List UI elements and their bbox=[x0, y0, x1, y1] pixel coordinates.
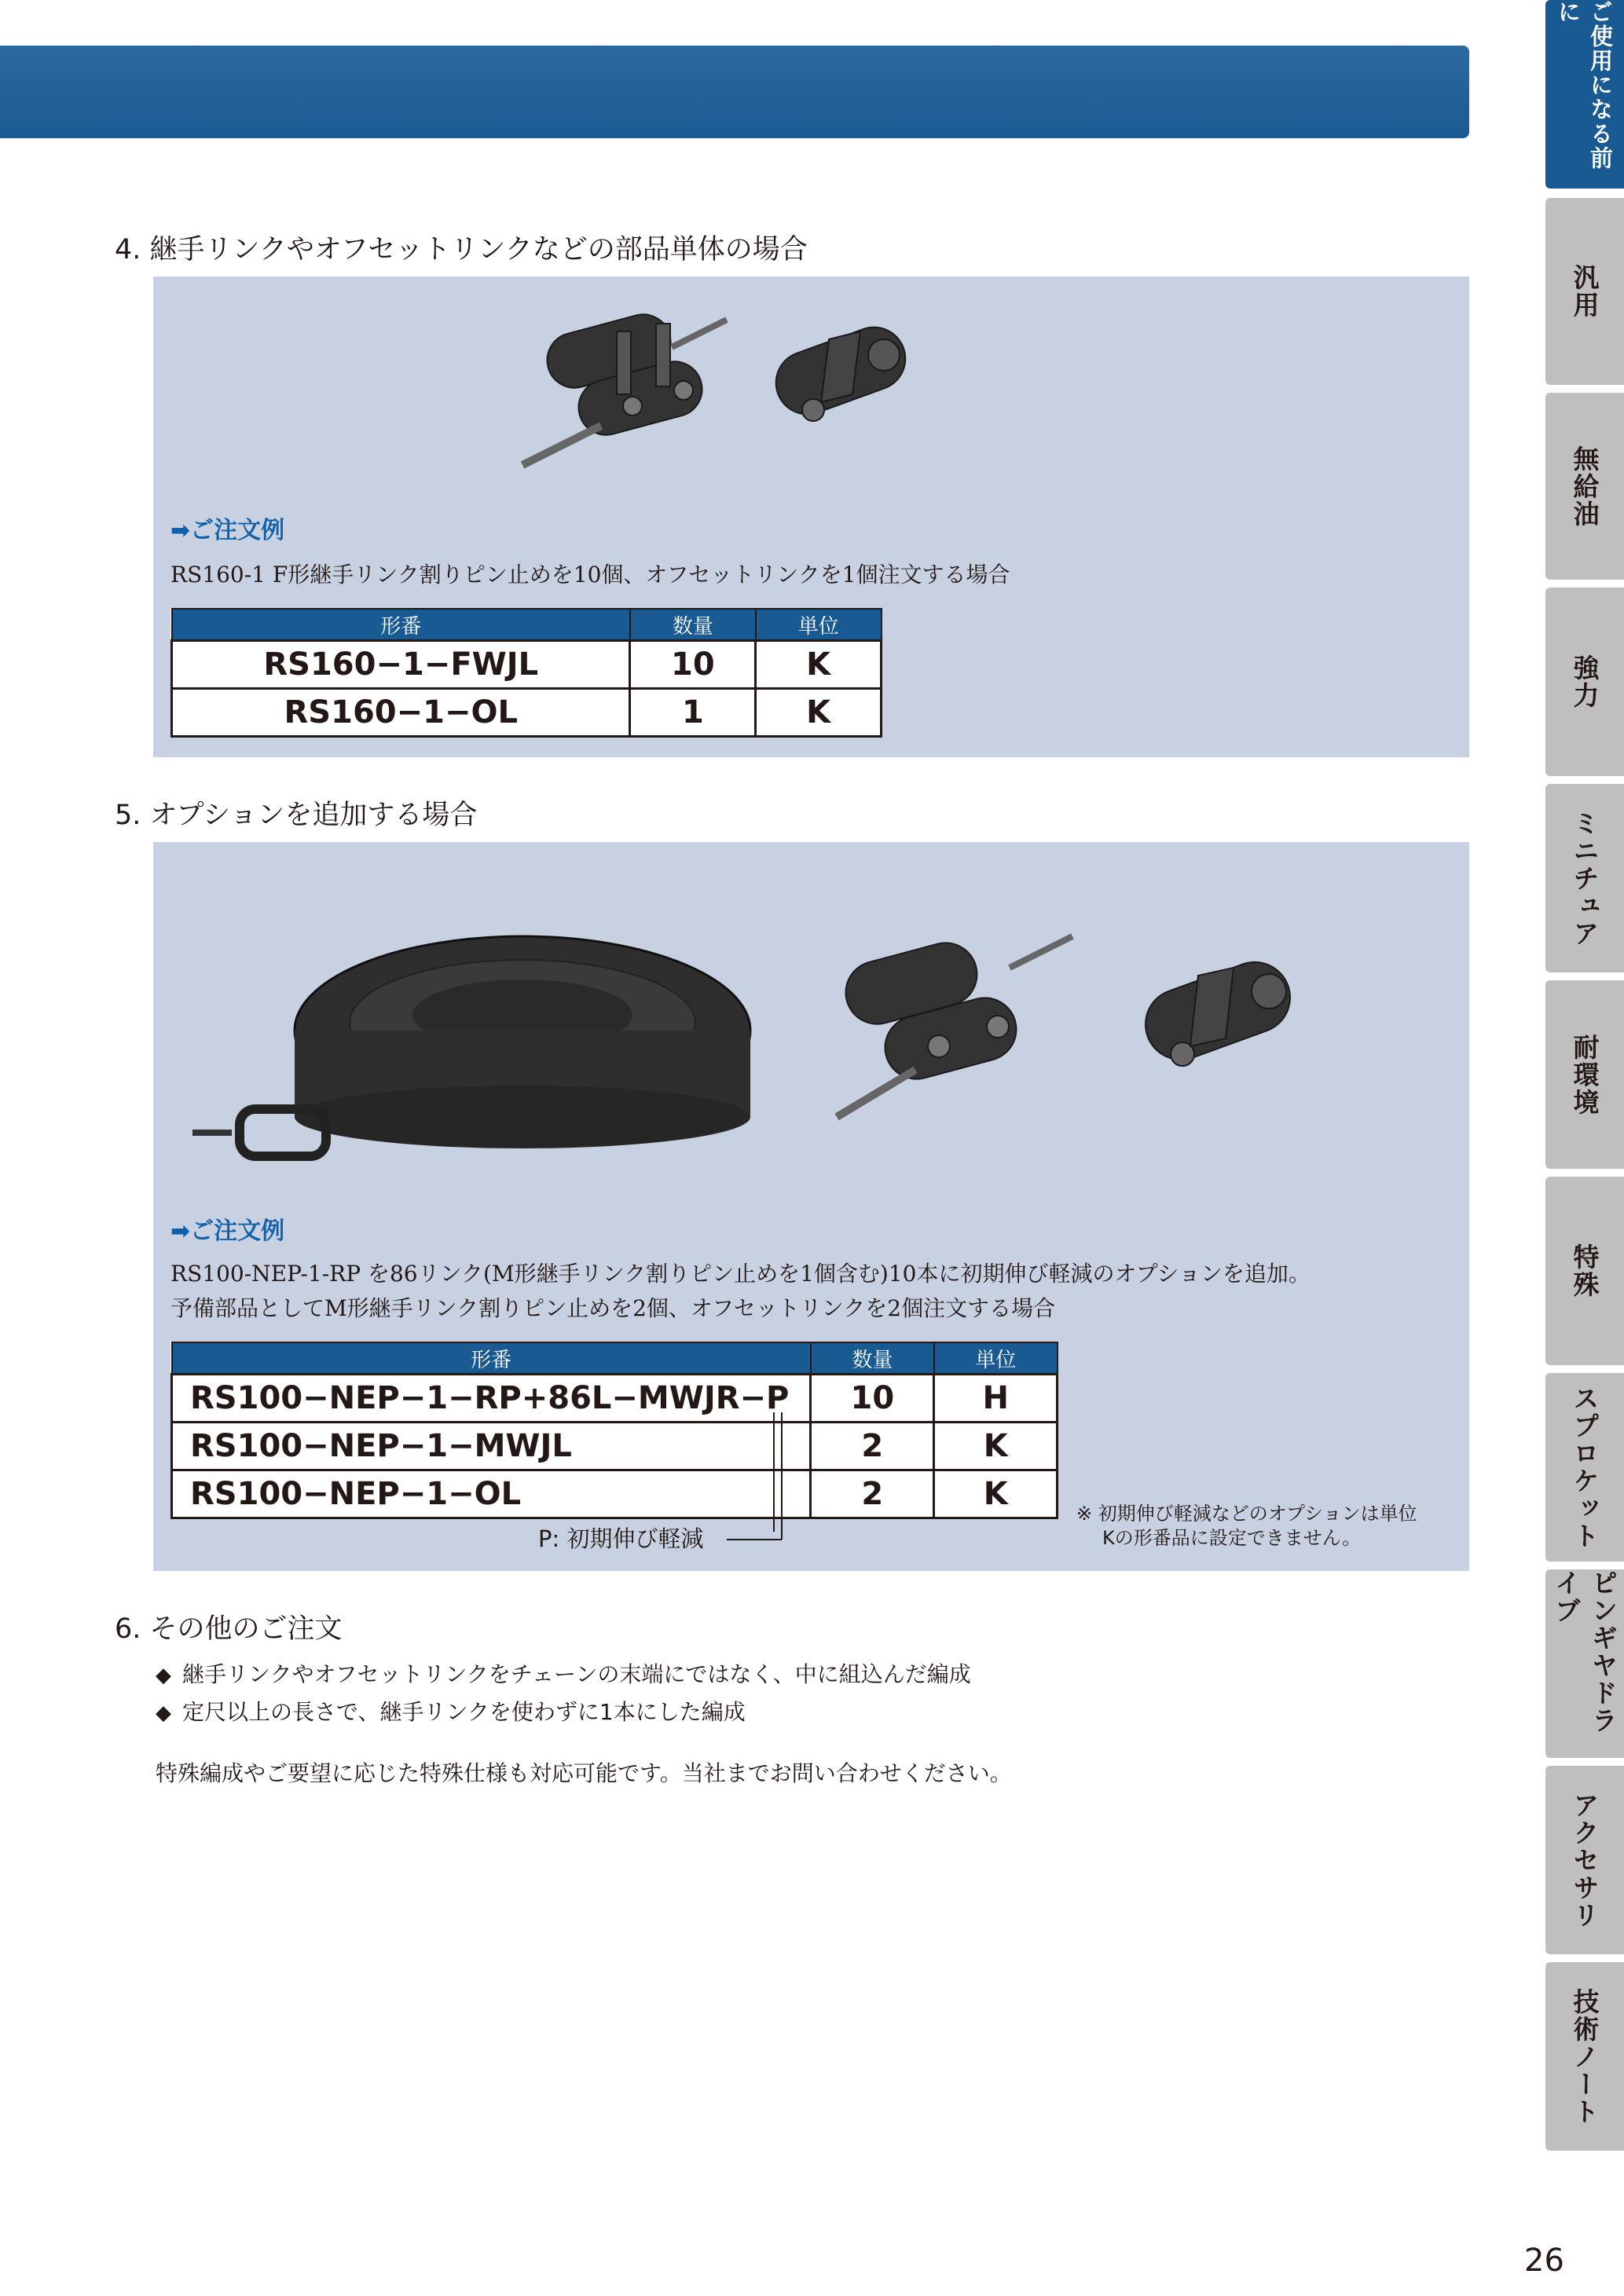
tab-accessory[interactable]: アクセサリ bbox=[1545, 1766, 1624, 1954]
tab-heavy-duty[interactable]: 強力 bbox=[1545, 588, 1624, 776]
order-example-label: ➡ご注文例 bbox=[170, 1218, 285, 1245]
table-row bbox=[172, 689, 882, 737]
tab-sprocket[interactable]: スプロケット bbox=[1545, 1373, 1624, 1562]
option-callout: P: 初期伸び軽減 bbox=[538, 1525, 704, 1552]
qty-cell: 10 bbox=[630, 641, 756, 689]
qty-cell: 2 bbox=[811, 1470, 934, 1518]
option-note-line2: Kの形番品に設定できません。 bbox=[1102, 1527, 1362, 1549]
model-cell: RS160−1−OL bbox=[172, 689, 630, 737]
qty-cell: 10 bbox=[811, 1375, 934, 1423]
list-item: ◆ 定尺以上の長さで、継手リンクを使わずに1本にした編成 bbox=[156, 1699, 746, 1725]
tab-pin-gear-drive[interactable]: ピンギヤドライブ bbox=[1545, 1569, 1624, 1758]
tab-special[interactable]: 特殊 bbox=[1545, 1177, 1624, 1365]
unit-cell: K bbox=[934, 1423, 1058, 1470]
col-header-unit: 単位 bbox=[756, 609, 882, 641]
header-bar bbox=[0, 46, 1469, 138]
model-cell: RS100−NEP−1−MWJL bbox=[172, 1423, 811, 1470]
order-description-line2: 予備部品としてM形継手リンク割りピン止めを2個、オフセットリンクを2個注文する場合 bbox=[170, 1295, 1056, 1321]
model-cell: RS100−NEP−1−RP+86L−MWJR−P bbox=[172, 1375, 811, 1423]
qty-cell: 1 bbox=[630, 689, 756, 737]
section-4-title: 4. 継手リンクやオフセットリンクなどの部品単体の場合 bbox=[115, 234, 808, 265]
col-header-model: 形番 bbox=[172, 609, 630, 641]
col-header-unit: 単位 bbox=[934, 1342, 1058, 1375]
unit-cell: K bbox=[934, 1470, 1058, 1518]
unit-cell: K bbox=[756, 689, 882, 737]
col-header-model: 形番 bbox=[172, 1342, 811, 1375]
tab-environment-resistant[interactable]: 耐環境 bbox=[1545, 980, 1624, 1169]
qty-cell: 2 bbox=[811, 1423, 934, 1470]
option-note-line1: ※ 初期伸び軽減などのオプションは単位 bbox=[1076, 1503, 1417, 1525]
section-4-panel bbox=[153, 276, 1469, 757]
diamond-bullet-icon: ◆ bbox=[156, 1701, 171, 1725]
tab-general[interactable]: 汎用 bbox=[1545, 198, 1624, 385]
section-6-title: 6. その他のご注文 bbox=[115, 1613, 343, 1645]
table-row bbox=[172, 641, 882, 689]
connecting-link-image bbox=[813, 921, 1442, 1156]
tab-before-use[interactable]: ご使用になる前に bbox=[1545, 0, 1624, 189]
tab-miniature[interactable]: ミニチュア bbox=[1545, 784, 1624, 972]
unit-cell: H bbox=[934, 1375, 1058, 1423]
col-header-qty: 数量 bbox=[630, 609, 756, 641]
diamond-bullet-icon: ◆ bbox=[156, 1664, 171, 1687]
page-number: 26 bbox=[1524, 2243, 1564, 2279]
callout-line bbox=[546, 1408, 797, 1541]
order-description: RS160-1 F形継手リンク割りピン止めを10個、オフセットリンクを1個注文する場合 bbox=[170, 562, 1010, 588]
tab-lube-free[interactable]: 無給油 bbox=[1545, 393, 1624, 580]
chain-coil-image bbox=[185, 913, 797, 1211]
model-cell: RS100−NEP−1−OL bbox=[172, 1470, 811, 1518]
tab-technical-notes[interactable]: 技術ノート bbox=[1545, 1962, 1624, 2151]
model-cell: RS160−1−FWJL bbox=[172, 641, 630, 689]
connecting-link-image bbox=[515, 308, 986, 496]
order-example-label: ➡ご注文例 bbox=[170, 517, 285, 544]
order-table-4 bbox=[170, 608, 882, 738]
unit-cell: K bbox=[756, 641, 882, 689]
col-header-qty: 数量 bbox=[811, 1342, 934, 1375]
closing-note: 特殊編成やご要望に応じた特殊仕様も対応可能です。当社までお問い合わせください。 bbox=[156, 1760, 1012, 1786]
section-5-title: 5. オプションを追加する場合 bbox=[115, 800, 478, 831]
order-description-line1: RS100-NEP-1-RP を86リンク(M形継手リンク割りピン止めを1個含む)10本に初期伸び軽減のオプションを追加。 bbox=[170, 1261, 1311, 1287]
section-5-panel bbox=[153, 842, 1469, 1571]
list-item: ◆ 継手リンクやオフセットリンクをチェーンの末端にではなく、中に組込んだ編成 bbox=[156, 1661, 971, 1687]
